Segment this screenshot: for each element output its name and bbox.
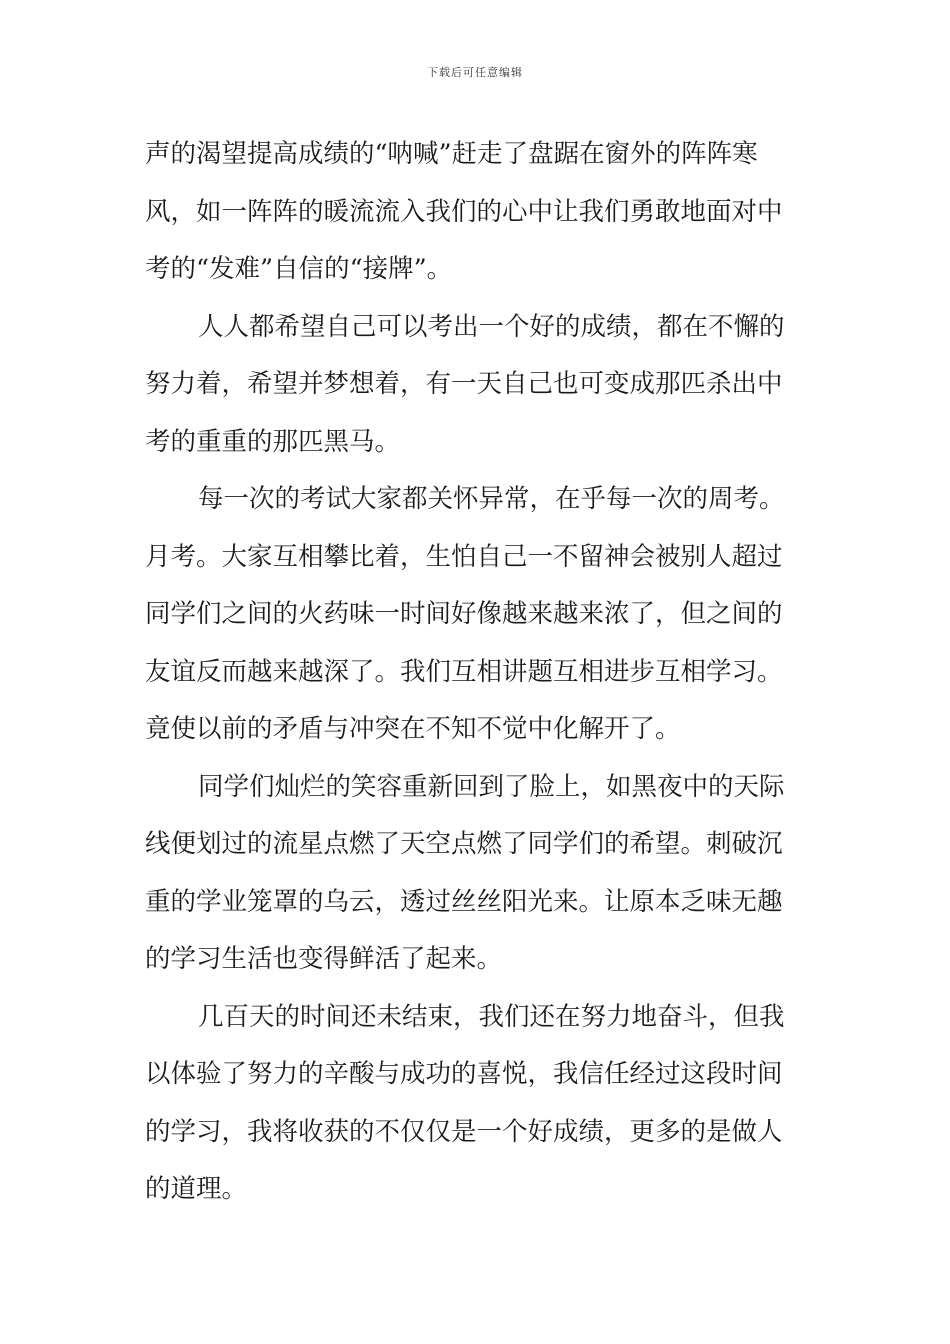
text-line: 每一次的考试大家都关怀异常，在乎每一次的周考。	[198, 484, 785, 514]
text-line: 声的渴望提高成绩的“呐喊”赶走了盘踞在窗外的阵阵寒	[145, 139, 758, 169]
paragraph-3	[145, 471, 810, 759]
text-line: 几百天的时间还未结束，我们还在努力地奋斗，但我	[198, 1001, 785, 1032]
text-line: 月考。大家互相攀比着，生怕自己一不留神会被别人超过	[145, 541, 783, 572]
text-line: 友谊反而越来越深了。我们互相讲题互相进步互相学习。	[145, 656, 783, 687]
paragraph-2	[145, 299, 810, 472]
page-header: 下载后可任意编辑	[427, 66, 523, 79]
text-line: 以体验了努力的辛酸与成功的喜悦，我信任经过这段时间	[145, 1059, 783, 1089]
text-line: 重的学业笼罩的乌云，透过丝丝阳光来。让原本乏味无趣	[145, 886, 783, 917]
text-line: 风，如一阵阵的暖流流入我们的心中让我们勇敢地面对中	[145, 196, 783, 227]
paragraph-5	[145, 989, 810, 1219]
document-body	[145, 126, 810, 1219]
text-line: 人人都希望自己可以考出一个好的成绩，都在不懈的	[198, 311, 785, 342]
text-line: 考的重重的那匹黑马。	[145, 426, 401, 457]
paragraph-1	[145, 126, 810, 299]
text-line: 努力着，希望并梦想着，有一天自己也可变成那匹杀出中	[145, 369, 783, 399]
paragraph-4	[145, 759, 810, 989]
text-line: 竟使以前的矛盾与冲突在不知不觉中化解开了。	[145, 714, 681, 744]
text-line: 的道理。	[145, 1174, 248, 1204]
text-line: 同学们之间的火药味一时间好像越来越来浓了，但之间的	[145, 599, 783, 629]
text-line: 同学们灿烂的笑容重新回到了脸上，如黑夜中的天际	[198, 771, 785, 802]
text-line: 考的“发难”自信的“接牌”。	[145, 254, 453, 284]
text-line: 线便划过的流星点燃了天空点燃了同学们的希望。刺破沉	[145, 829, 783, 859]
text-line: 的学习，我将收获的不仅仅是一个好成绩，更多的是做人	[145, 1116, 783, 1147]
text-line: 的学习生活也变得鲜活了起来。	[145, 944, 503, 974]
